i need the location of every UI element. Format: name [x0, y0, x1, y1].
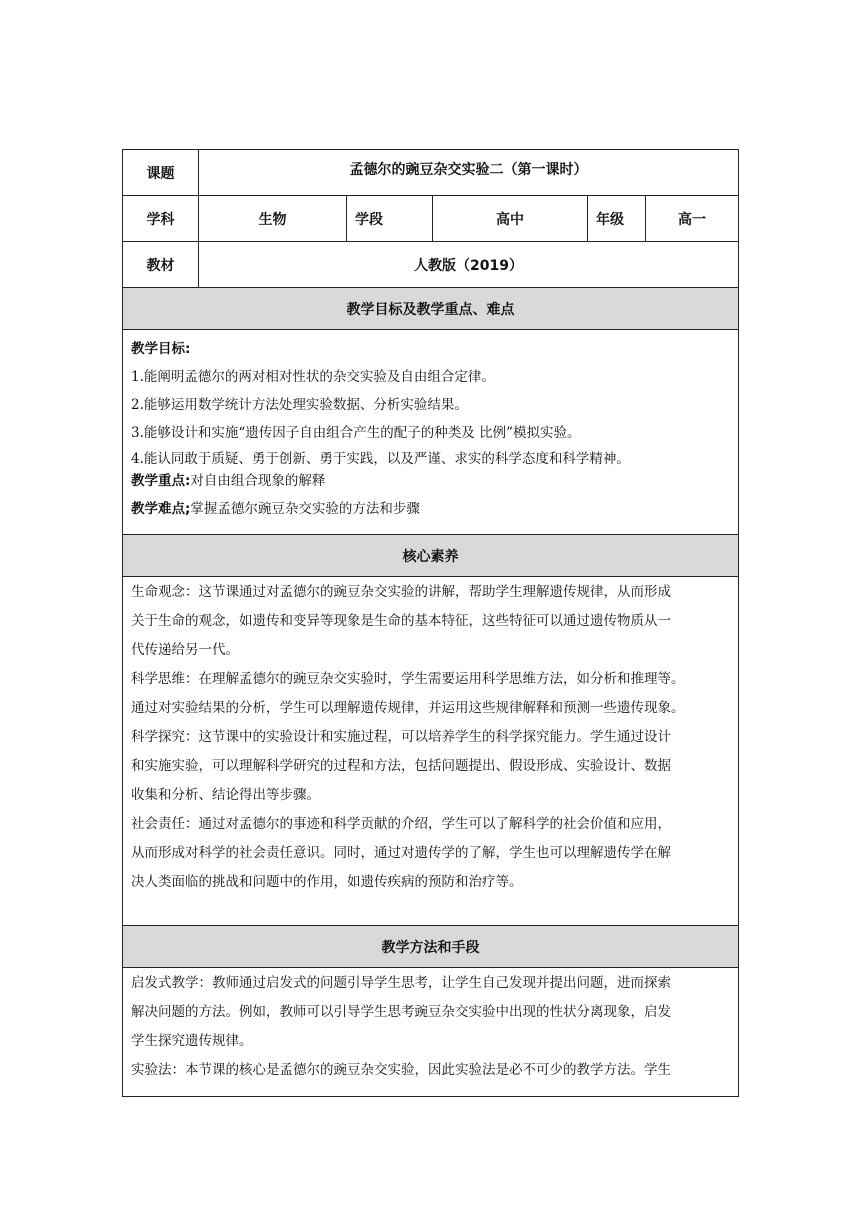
subject-label: 学科	[123, 196, 199, 241]
goal-item: 1.能阐明孟德尔的两对相对性状的杂交实验及自由组合定律。	[131, 369, 495, 385]
subject-row	[123, 196, 738, 242]
literacy-line: 和实施实验，可以理解科学研究的过程和方法，包括问题提出、假设形成、实验设计、数据	[131, 758, 671, 774]
grade-value: 高一	[678, 211, 706, 228]
goal-item: 3.能够设计和实施“遗传因子自由组合产生的配子的种类及 比例”模拟实验。	[131, 425, 581, 441]
literacy-line: 生命观念：这节课通过对孟德尔的豌豆杂交实验的讲解，帮助学生理解遗传规律，从而形成	[131, 584, 671, 600]
literacy-line: 关于生命的观念，如遗传和变异等现象是生命的基本特征，这些特征可以通过遗传物质从一	[131, 613, 671, 629]
textbook-label: 教材	[123, 242, 199, 287]
methods-body	[123, 968, 738, 1097]
subject-value: 生物	[199, 196, 347, 241]
goals-title: 教学目标:	[131, 341, 191, 357]
method-line: 学生探究遗传规律。	[131, 1033, 253, 1049]
goal-item: 4.能认同敢于质疑、勇于创新、勇于实践，以及严谨、求实的科学态度和科学精神。	[131, 451, 630, 467]
topic-label: 课题	[123, 150, 199, 195]
stage-label: 学段	[347, 196, 433, 241]
literacy-line: 代传递给另一代。	[131, 642, 239, 658]
topic-value: 孟德尔的豌豆杂交实验二（第一课时）	[349, 162, 588, 178]
lesson-plan-table	[122, 149, 739, 1097]
topic-row	[123, 150, 738, 196]
goal-item: 2.能够运用数学统计方法处理实验数据、分析实验结果。	[131, 397, 468, 413]
literacy-line: 从而形成对科学的社会责任意识。同时，通过对遗传学的了解，学生也可以理解遗传学在解	[131, 845, 671, 861]
literacy-line: 科学思维：在理解孟德尔的豌豆杂交实验时，学生需要运用科学思维方法，如分析和推理等。	[131, 671, 685, 687]
method-line: 解决问题的方法。例如，教师可以引导学生思考豌豆杂交实验中出现的性状分离现象，启发	[131, 1004, 671, 1020]
method-line: 启发式教学：教师通过启发式的问题引导学生思考，让学生自己发现并提出问题，进而探索	[131, 975, 671, 991]
literacy-line: 社会责任：通过对孟德尔的事迹和科学贡献的介绍，学生可以了解科学的社会价值和应用，	[131, 816, 671, 832]
key-point-label: 教学重点:	[131, 473, 191, 489]
methods-header: 教学方法和手段	[123, 926, 738, 968]
stage-value: 高中	[433, 196, 588, 241]
grade-label: 年级	[588, 196, 646, 241]
method-line: 实验法：本节课的核心是孟德尔的豌豆杂交实验，因此实验法是必不可少的教学方法。学生	[131, 1062, 671, 1078]
difficult-point-label: 教学难点;	[131, 501, 191, 517]
textbook-value: 人教版（2019）	[414, 257, 523, 274]
key-point-text: 对自由组合现象的解释	[190, 473, 326, 489]
difficult-point-text: 掌握孟德尔豌豆杂交实验的方法和步骤	[190, 501, 420, 517]
difficult-point	[131, 495, 730, 523]
key-point	[131, 467, 730, 495]
textbook-row	[123, 242, 738, 288]
literacy-line: 决人类面临的挑战和问题中的作用，如遗传疾病的预防和治疗等。	[131, 874, 523, 890]
core-literacy-body	[123, 577, 738, 926]
core-literacy-header: 核心素养	[123, 535, 738, 577]
objectives-header: 教学目标及教学重点、难点	[123, 288, 738, 330]
literacy-line: 科学探究：这节课中的实验设计和实施过程，可以培养学生的科学探究能力。学生通过设计	[131, 729, 671, 745]
objectives-body	[123, 330, 738, 535]
literacy-line: 收集和分析、结论得出等步骤。	[131, 787, 320, 803]
literacy-line: 通过对实验结果的分析，学生可以理解遗传规律，并运用这些规律解释和预测一些遗传现象。	[131, 700, 685, 716]
